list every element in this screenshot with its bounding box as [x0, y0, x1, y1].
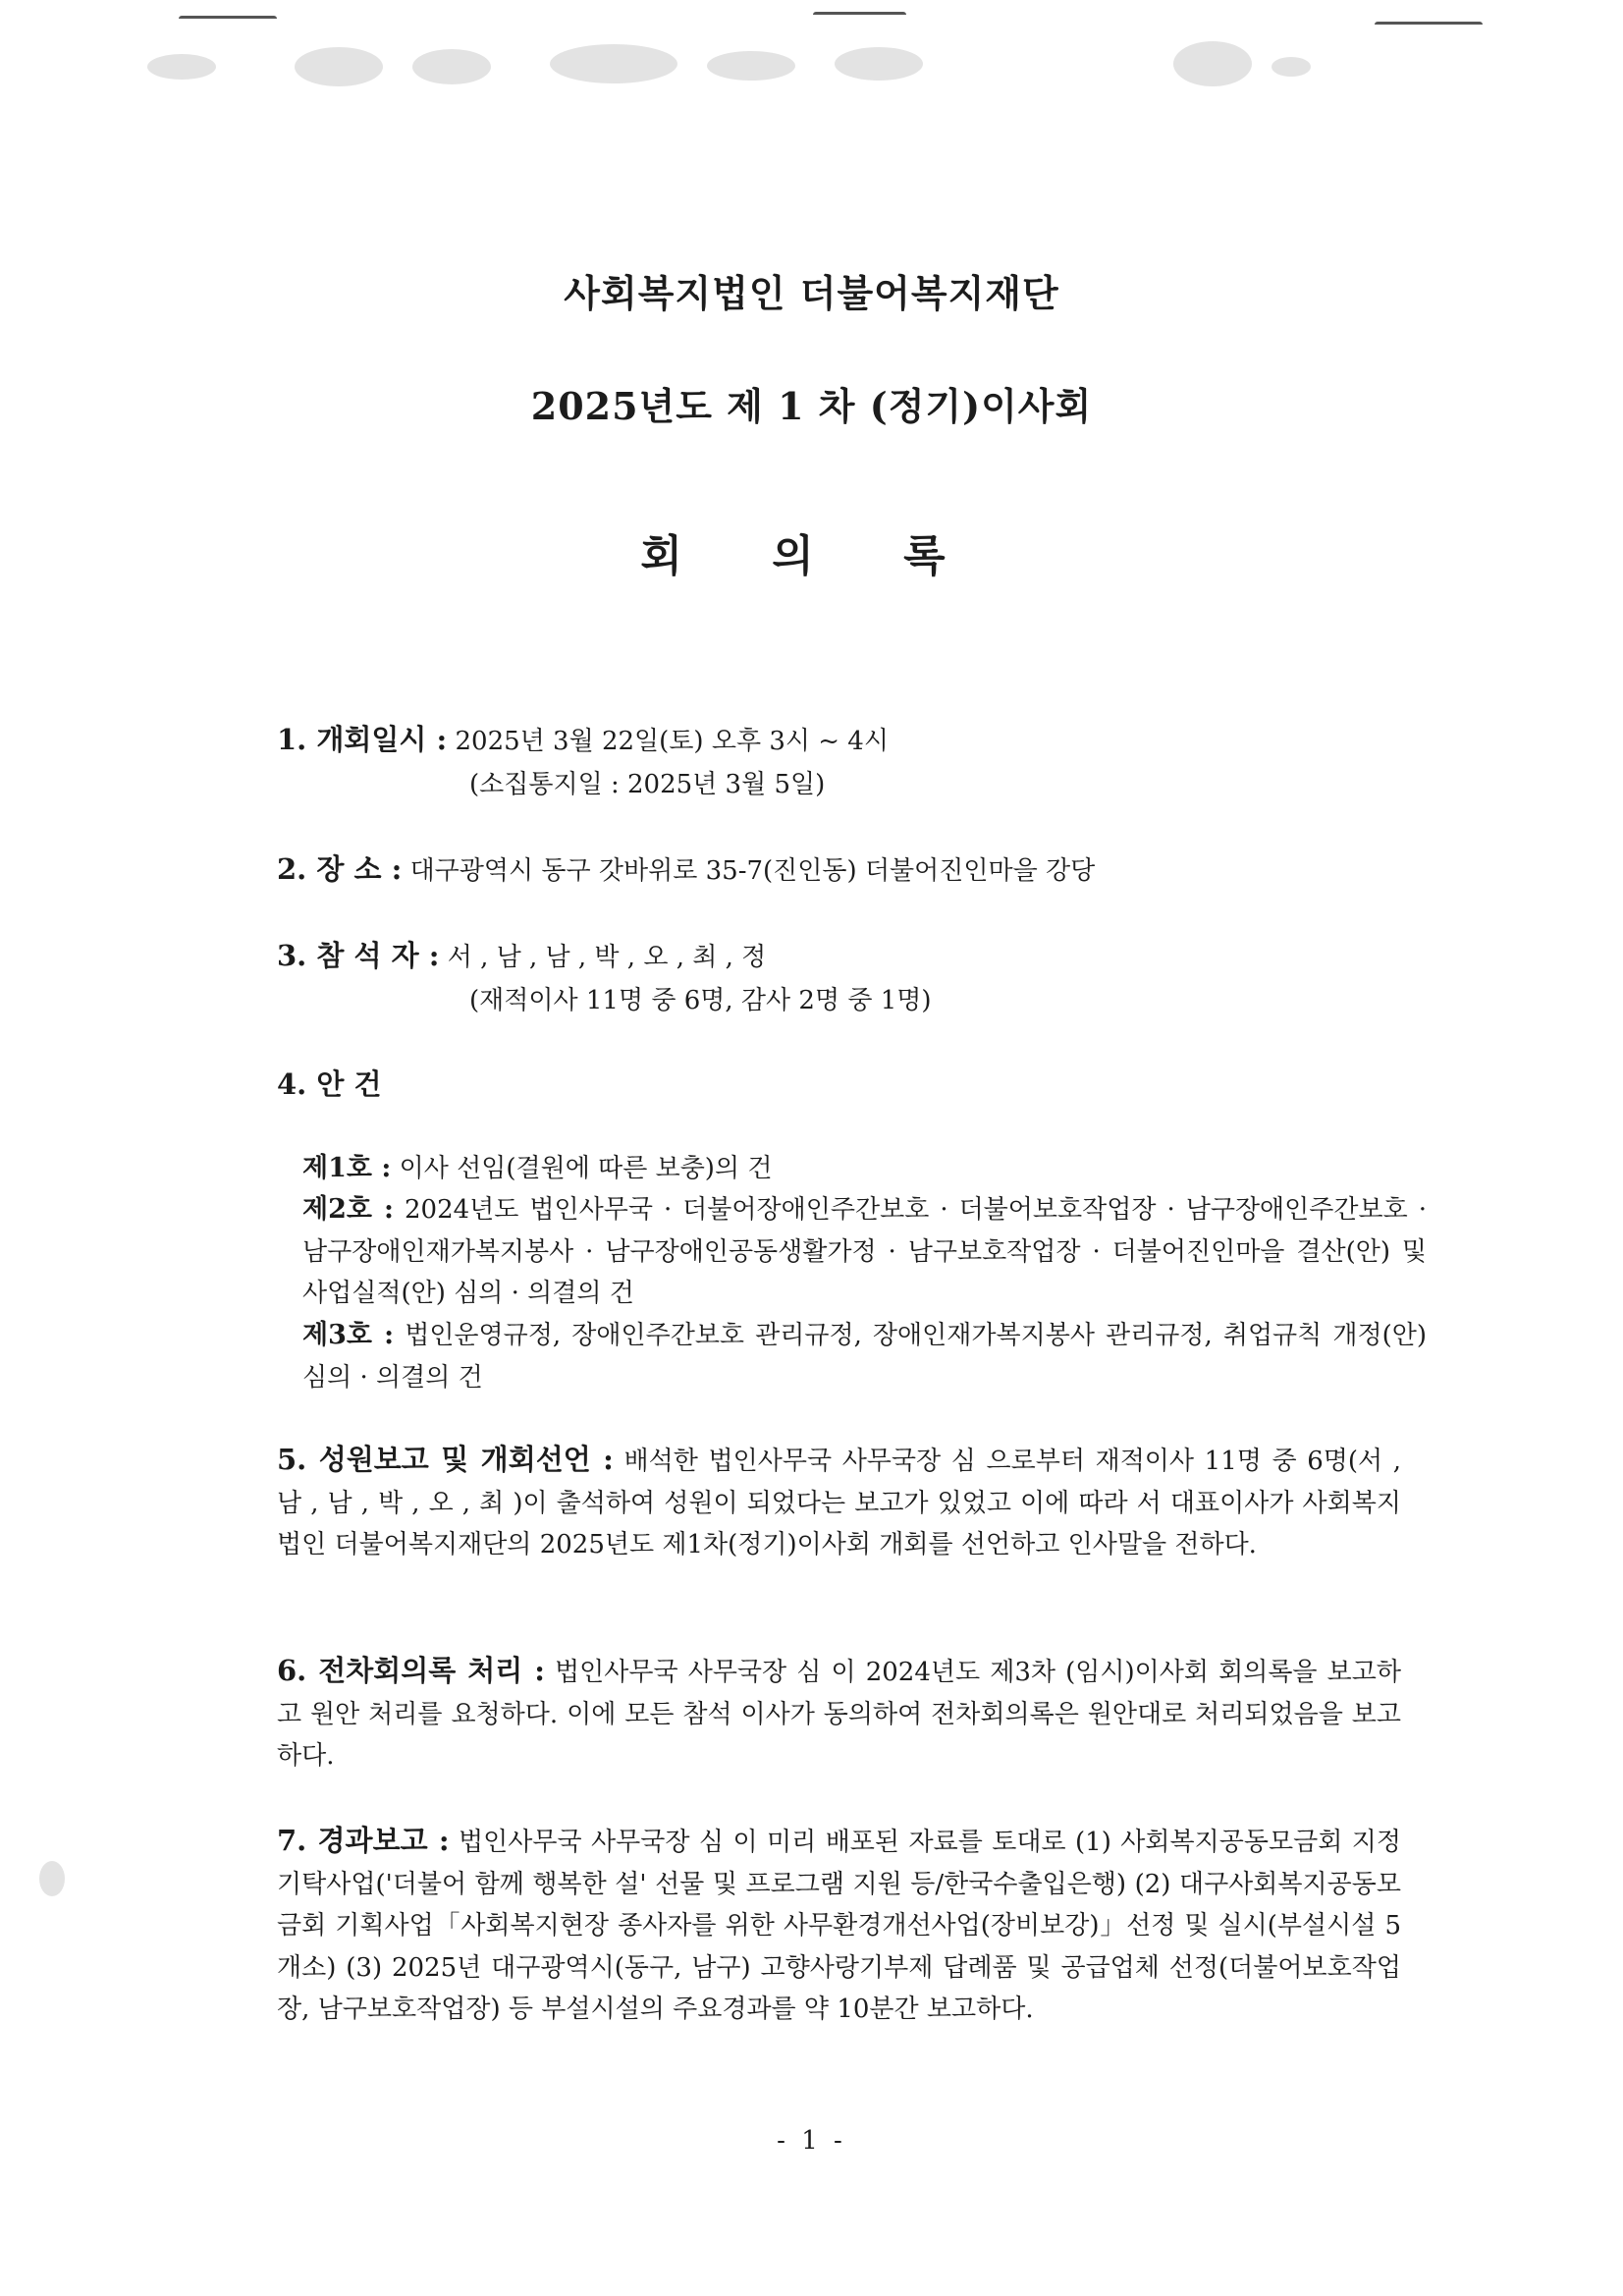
scan-smudge [147, 54, 216, 80]
meeting-datetime [277, 720, 1401, 761]
attendance-count: (재적이사 11명 중 6명, 감사 2명 중 1명) [469, 986, 932, 1015]
section-text: 배석한 법인사무국 사무국장 심 으로부터 재적이사 11명 중 6명(서 , 남 , 남 , 박 , 오 , 최 )이 출석하여 성원이 되었다는 보고가 있었고 이에 따라 서 대표이사가 사회복지법인 더불어복지재단의 2025년도 제1차(정기)이사회 개회를 선언하고 인사말을 전하다. [277, 1447, 1402, 1559]
attendees-value: 서 , 남 , 남 , 박 , 오 , 최 , 정 [447, 943, 767, 972]
quorum-report [277, 1439, 1401, 1566]
agenda-no: 제1호 : [302, 1153, 392, 1183]
section-text: 법인사무국 사무국장 심 이 미리 배포된 자료를 토대로 (1) 사회복지공동모금회 지정기탁사업('더불어 함께 행복한 설' 선물 및 프로그램 지원 등/한국수출입은행) (2) 대구사회복지공동모금회 기획사업「사회복지현장 종사자를 위한 사무환경개선사업(장비보강)」선정 및 실시(부설시설 5개소) (3) 2025년 대구광역시(동구, 남구) 고향사랑기부제 답례품 및 공급업체 선정(더불어보호작업장, 남구보호작업장) 등 부설시설의 주요경과를 약 10분간 보고하다. [277, 1828, 1402, 2024]
org-name: 사회복지법인 더불어복지재단 [564, 271, 1059, 315]
scan-smudge [412, 49, 491, 84]
scan-smudge [550, 44, 677, 83]
agenda-text: 이사 선임(결원에 따른 보충)의 건 [399, 1154, 773, 1183]
scan-smudge [835, 47, 923, 81]
progress-report [277, 1820, 1401, 2031]
agenda-no: 제2호 : [302, 1194, 395, 1225]
place-value: 대구광역시 동구 갓바위로 35-7(진인동) 더불어진인마을 강당 [409, 856, 1096, 886]
scan-smudge [39, 1861, 65, 1896]
binding-mark-center [813, 12, 906, 20]
agenda-item-1 [277, 1148, 1427, 1190]
section-label: 7. 경과보고 : [277, 1824, 450, 1857]
agenda-item-3 [277, 1315, 1427, 1398]
agenda-item-2 [277, 1189, 1427, 1315]
scan-smudge [295, 47, 383, 86]
section-label: 5. 성원보고 및 개회선언 : [277, 1443, 614, 1476]
binding-mark-left [179, 16, 277, 24]
section-text: 법인사무국 사무국장 심 이 2024년도 제3차 (임시)이사회 회의록을 보고하고 원안 처리를 요청하다. 이에 모든 참석 이사가 동의하여 전차회의록은 원안대로 처리되었음을 보고하다. [277, 1658, 1402, 1771]
page-number: - 1 - [777, 2126, 846, 2156]
datetime-label: 1. 개회일시 : [277, 723, 448, 756]
meeting-place [277, 849, 1401, 891]
agenda-text: 법인운영규정, 장애인주간보호 관리규정, 장애인재가복지봉사 관리규정, 취업규칙 개정(안) 심의 · 의결의 건 [302, 1321, 1427, 1393]
meeting-title: 2025년도 제 1 차 (정기)이사회 [530, 384, 1093, 428]
scan-smudge [1173, 41, 1252, 86]
attendees-label: 3. 참 석 자 : [277, 939, 440, 972]
previous-minutes [277, 1650, 1401, 1777]
agenda-no: 제3호 : [302, 1320, 395, 1350]
scan-smudge [707, 51, 795, 81]
agenda-heading: 4. 안 건 [277, 1067, 382, 1101]
document-title: 회 의 록 [640, 531, 983, 581]
place-label: 2. 장 소 : [277, 852, 403, 886]
datetime-value: 2025년 3월 22일(토) 오후 3시 ~ 4시 [455, 727, 889, 756]
attendees [277, 936, 1401, 977]
section-label: 6. 전차회의록 처리 : [277, 1654, 545, 1687]
scan-smudge [1271, 57, 1311, 77]
agenda-text: 2024년도 법인사무국 · 더불어장애인주간보호 · 더불어보호작업장 · 남구장애인주간보호 · 남구장애인재가복지봉사 · 남구장애인공동생활가정 · 남구보호작업장 · 더불어진인마을 결산(안) 및 사업실적(안) 심의 · 의결의 건 [302, 1195, 1427, 1308]
binding-mark-right [1375, 22, 1483, 29]
notice-date: (소집통지일 : 2025년 3월 5일) [469, 770, 826, 799]
